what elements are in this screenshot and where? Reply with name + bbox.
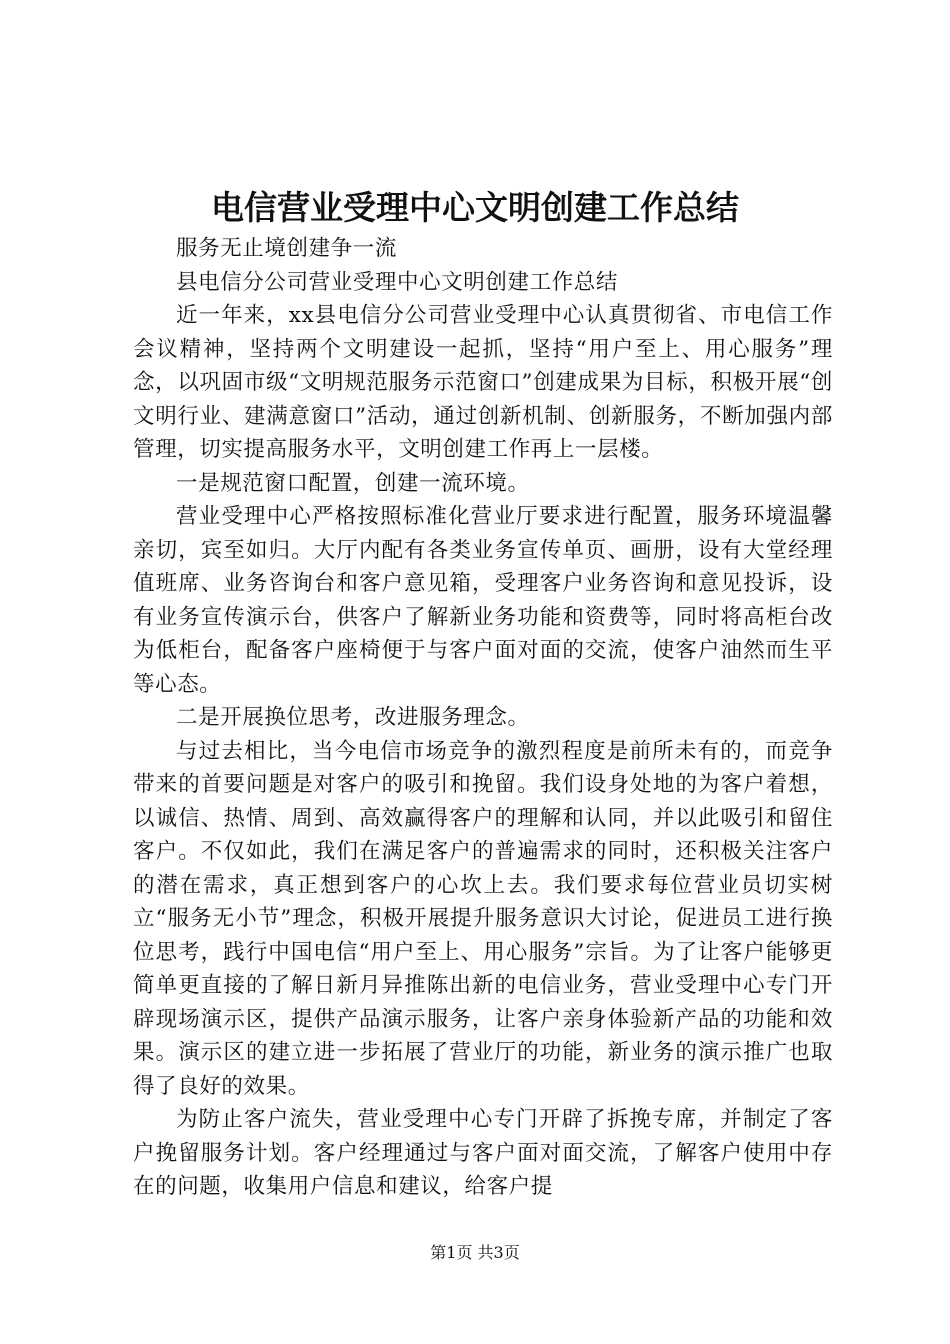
subtitle-slogan: 服务无止境创建争一流 xyxy=(176,236,398,261)
page-footer: 第1页 共3页 xyxy=(430,1243,520,1262)
paragraph-section-1: 营业受理中心严格按照标准化营业厅要求进行配置，服务环境温馨亲切，宾至如归。大厅内配有各类业务宣传单页、画册，设有大堂经理值班席、业务咨询台和客户意见箱，受理客户业务咨询和意见投诉，设有业务宣传演示台，供客户了解新业务功能和资费等，同时将高柜台改为低柜台，配备客户座椅便于与客户面对面的交流，使客户油然而生平等心态。 xyxy=(133,504,833,697)
subtitle-report-name: 县电信分公司营业受理中心文明创建工作总结 xyxy=(176,269,619,295)
document-body xyxy=(133,232,833,1204)
document-title: 电信营业受理中心文明创建工作总结 xyxy=(211,188,739,227)
section-heading-1: 一是规范窗口配置，创建一流环境。 xyxy=(176,470,530,496)
section-heading-2: 二是开展换位思考，改进服务理念。 xyxy=(176,705,530,730)
paragraph-intro: 近一年来，xx县电信分公司营业受理中心认真贯彻省、市电信工作会议精神，坚持两个文明建设一起抓，坚持“用户至上、用心服务”理念，以巩固市级“文明规范服务示范窗口”创建成果为目标，积极开展“创文明行业、建满意窗口”活动，通过创新机制、创新服务，不断加强内部管理，切实提高服务水平，文明创建工作再上一层楼。 xyxy=(133,303,833,462)
paragraph-retention: 为防止客户流失，营业受理中心专门开辟了拆挽专席，并制定了客户挽留服务计划。客户经理通过与客户面对面交流，了解客户使用中存在的问题，收集用户信息和建议，给客户提 xyxy=(133,1107,833,1199)
paragraph-section-2: 与过去相比，当今电信市场竞争的激烈程度是前所未有的，而竞争带来的首要问题是对客户的吸引和挽留。我们设身处地的为客户着想，以诚信、热情、周到、高效赢得客户的理解和认同，并以此吸引和留住客户。不仅如此，我们在满足客户的普遍需求的同时，还积极关注客户的潜在需求，真正想到客户的心坎上去。我们要求每位营业员切实树立“服务无小节”理念，积极开展提升服务意识大讨论，促进员工进行换位思考，践行中国电信“用户至上、用心服务”宗旨。为了让客户能够更简单更直接的了解日新月异推陈出新的电信业务，营业受理中心专门开辟现场演示区，提供产品演示服务，让客户亲身体验新产品的功能和效果。演示区的建立进一步拓展了营业厅的功能，新业务的演示推广也取得了良好的效果。 xyxy=(133,738,833,1099)
